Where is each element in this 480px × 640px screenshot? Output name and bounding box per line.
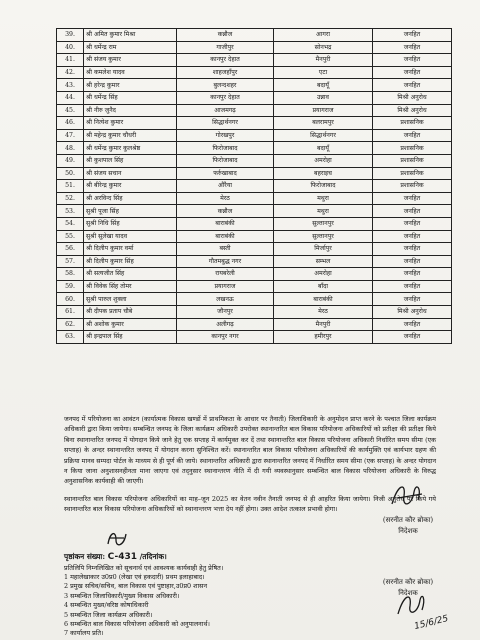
from-district-cell: जौनपुर [177, 306, 274, 319]
name-cell: श्री धर्मेन्द्र राम [84, 41, 177, 54]
handwritten-date: 15/6/25 [413, 613, 450, 633]
table-row [57, 154, 452, 167]
to-district-cell: मथुरा [274, 205, 373, 218]
to-district-cell: बाँदा [274, 280, 373, 293]
name-cell: श्री इन्द्रपाल सिंह [84, 331, 177, 344]
table-row [57, 66, 452, 79]
to-district-cell: मैनपुरी [274, 318, 373, 331]
to-district-cell: सोनभद्र [274, 41, 373, 54]
transfer-type-cell: प्रशासनिक [373, 117, 452, 130]
signature-2 [358, 577, 458, 599]
name-cell: श्री नित्येश कुमार [84, 117, 177, 130]
to-district-cell: मथुरा [274, 192, 373, 205]
recipient-item: 3 सम्बन्धित जिलाधिकारी/मुख्य विकास अधिकारी। [64, 591, 180, 600]
transfer-type-cell: जनहित [373, 293, 452, 306]
to-district-cell: प्रयागराज [274, 104, 373, 117]
to-district-cell: मिर्जापुर [274, 243, 373, 256]
serial-cell: 49. [57, 154, 84, 167]
to-district-cell: सम्भल [274, 255, 373, 268]
table-row [57, 205, 452, 218]
table-row [57, 255, 452, 268]
from-district-cell: अलीगढ़ [177, 318, 274, 331]
to-district-cell: मैनपुरी [274, 54, 373, 67]
table-row [57, 331, 452, 344]
instruction-paragraph: जनपद में परियोजना का आवंटन (कार्यात्मक विकास खण्डों में प्राथमिकता के आधार पर तैनाती) जिलाधिकारी के अनुमोदन प्राप्त करने के पश्चात जिला कार्यक्रम अधिकारी द्वारा किया जायेगा। सम्बन्धित जनपद के जिला कार्यक्रम अधिकारी उपरोक्त स्थानान्तरित बाल विकास परियोजना अधिकारियों को प्रतीक्षा की प्रतीक्षा किये बिना स्थानान्तरित जनपद में योगदान किये जाने हेतु एक सप्ताह में कार्यमुक्त कर दें तथा स्थानान्तरित बाल विकास परियोजना अधिकारी निर्धारित समय सीमा (एक सप्ताह) के अन्दर स्थानान्तरित जनपद में योगदान करना सुनिश्चित करें। स्थानान्तरित बाल विकास परियोजना अधिकारियों की कार्यमुक्ति एवं कार्यभार ग्रहण की प्रक्रिया मानव सम्पदा पोर्टल के माध्यम से ही पूर्ण की जाये। स्थानान्तरित अधिकारी द्वारा स्थानान्तरित जनपद में निर्धारित समय सीमा (एक सप्ताह) के अन्दर योगदान न किया जाना अनुशासनहीनता माना जाएगा एवं तद्नुसार स्थानान्तरण नीति में दी गयी व्यवस्थानुसार सम्बन्धित बाल विकास परियोजना अधिकारी के विरुद्ध अनुशासनिक कार्यवाही की जाएगी। [64, 415, 436, 486]
recipient-list [64, 573, 364, 639]
transfer-type-cell: जनहित [373, 192, 452, 205]
transfer-type-cell: जनहित [373, 318, 452, 331]
name-cell: श्री धर्मेन्द्र कुमार कुलश्रेष्ठ [84, 142, 177, 155]
table-row [57, 117, 452, 130]
transfer-type-cell: जनहित [373, 79, 452, 92]
from-district-cell: कानपुर देहात [177, 91, 274, 104]
to-district-cell: बलरामपुर [274, 117, 373, 130]
reference-label: पृष्ठांकन संख्या: [64, 552, 106, 561]
to-district-cell: अमरोहा [274, 154, 373, 167]
table-row [57, 54, 452, 67]
serial-cell: 62. [57, 318, 84, 331]
to-district-cell: आगरा [274, 29, 373, 42]
serial-cell: 41. [57, 54, 84, 67]
from-district-cell: गोरखपुर [177, 129, 274, 142]
from-district-cell: गाजीपुर [177, 41, 274, 54]
signatory-name-2: (सरनीत कौर ब्रोका) [382, 578, 434, 586]
table-row [57, 167, 452, 180]
table-row [57, 243, 452, 256]
transfer-type-cell: जनहित [373, 230, 452, 243]
serial-cell: 39. [57, 29, 84, 42]
name-cell: सुश्री सुलेखा यादव [84, 230, 177, 243]
from-district-cell: सिद्धार्थनगर [177, 117, 274, 130]
table-row [57, 318, 452, 331]
recipient-item: 6 सम्बन्धित बाल विकास परियोजना अधिकारी को अनुपालनार्थ। [64, 620, 210, 629]
table-row [57, 268, 452, 281]
recipient-item: 2 प्रमुख सचिव/सचिव, बाल विकास एवं पुष्टाहार,उ0प्र0 शासन [64, 582, 207, 591]
to-district-cell: एटा [274, 66, 373, 79]
transfer-type-cell: जनहित [373, 331, 452, 344]
table-row [57, 41, 452, 54]
reference-line [64, 552, 167, 562]
name-cell: श्री दीपक प्रताप चौबे [84, 306, 177, 319]
signatory-title-2: निदेशक [398, 589, 418, 597]
table-row [57, 293, 452, 306]
to-district-cell: बदायूँ [274, 79, 373, 92]
serial-cell: 42. [57, 66, 84, 79]
to-district-cell: अमरोहा [274, 268, 373, 281]
to-district-cell: मेरठ [274, 306, 373, 319]
from-district-cell: प्रयागराज [177, 280, 274, 293]
recipient-item: 4 सम्बन्धित मुख्य/वरिष्ठ कोषाधिकारी [64, 601, 149, 610]
serial-cell: 48. [57, 142, 84, 155]
name-cell: श्री सत्यजीत सिंह [84, 268, 177, 281]
transfer-type-cell: जनहित [373, 41, 452, 54]
from-district-cell: बाराबंकी [177, 217, 274, 230]
serial-cell: 54. [57, 217, 84, 230]
from-district-cell: बाराबंकी [177, 230, 274, 243]
to-district-cell: फिरोजाबाद [274, 180, 373, 193]
transfer-type-cell: जनहित [373, 129, 452, 142]
serial-cell: 56. [57, 243, 84, 256]
recipient-item: 1 महालेखाकार उ0प्र0 (लेखा एवं हकदारी) प्रथम इलाहाबाद। [64, 573, 205, 581]
name-cell: श्री अमित कुमार मिश्रा [84, 29, 177, 42]
transfer-type-cell: मिश्री अनुरोध [373, 91, 452, 104]
name-cell: श्री संजय कुमार [84, 54, 177, 67]
from-district-cell: मेरठ [177, 192, 274, 205]
transfer-type-cell: मिश्री अनुरोध [373, 104, 452, 117]
from-district-cell: फिरोजाबाद [177, 142, 274, 155]
transfer-type-cell: जनहित [373, 255, 452, 268]
to-district-cell: सुल्तानपुर [274, 217, 373, 230]
from-district-cell: कन्नौज [177, 29, 274, 42]
name-cell: सुश्री पूजा सिंह [84, 205, 177, 218]
serial-cell: 58. [57, 268, 84, 281]
transfer-type-cell: जनहित [373, 217, 452, 230]
table-row [57, 230, 452, 243]
from-district-cell: शाहजहाँपुर [177, 66, 274, 79]
transfer-type-cell: मिश्री अनुरोध [373, 306, 452, 319]
serial-cell: 43. [57, 79, 84, 92]
transfer-type-cell: जनहित [373, 243, 452, 256]
name-cell: श्री विवेक सिंह तोमर [84, 280, 177, 293]
table-row [57, 29, 452, 42]
from-district-cell: कानपुर नगर [177, 331, 274, 344]
recipient-item: 5 सम्बन्धित जिला कार्यक्रम अधिकारी। [64, 610, 153, 619]
name-cell: श्री अशोक कुमार [84, 318, 177, 331]
signature-1-scribble [388, 478, 428, 512]
from-district-cell: फर्रुखाबाद [177, 167, 274, 180]
serial-cell: 60. [57, 293, 84, 306]
from-district-cell: बस्ती [177, 243, 274, 256]
serial-cell: 45. [57, 104, 84, 117]
transfer-type-cell: जनहित [373, 268, 452, 281]
table-row [57, 180, 452, 193]
to-district-cell: उन्नाव [274, 91, 373, 104]
table-row [57, 104, 452, 117]
table-row [57, 306, 452, 319]
transfer-table [56, 28, 452, 344]
from-district-cell: कानपुर देहात [177, 54, 274, 67]
name-cell: श्री हरेन्द्र कुमार [84, 79, 177, 92]
from-district-cell: फिरोजाबाद [177, 154, 274, 167]
serial-cell: 51. [57, 180, 84, 193]
serial-cell: 46. [57, 117, 84, 130]
transfer-type-cell: प्रशासनिक [373, 142, 452, 155]
table-row [57, 129, 452, 142]
transfer-type-cell: प्रशासनिक [373, 180, 452, 193]
serial-cell: 47. [57, 129, 84, 142]
to-district-cell: सिद्धार्थनगर [274, 129, 373, 142]
name-cell: श्री दिलीप कुमार वर्मा [84, 243, 177, 256]
transfer-type-cell: प्रशासनिक [373, 154, 452, 167]
to-district-cell: हमीरपुर [274, 331, 373, 344]
serial-cell: 50. [57, 167, 84, 180]
transfer-type-cell: जनहित [373, 66, 452, 79]
copy-intro: प्रतिलिपि निम्नलिखित को सूचनार्थ एवं आवश्यक कार्यवाही हेतु प्रेषित। [64, 564, 224, 572]
serial-cell: 53. [57, 205, 84, 218]
table-row [57, 91, 452, 104]
from-district-cell: रायबरेली [177, 268, 274, 281]
from-district-cell: कन्नौज [177, 205, 274, 218]
from-district-cell: बुलन्दशहर [177, 79, 274, 92]
serial-cell: 57. [57, 255, 84, 268]
to-district-cell: बदायूँ [274, 142, 373, 155]
serial-cell: 59. [57, 280, 84, 293]
to-district-cell: बहराइच [274, 167, 373, 180]
name-cell: श्री बीरेन्द्र कुमार [84, 180, 177, 193]
serial-cell: 63. [57, 331, 84, 344]
serial-cell: 55. [57, 230, 84, 243]
to-district-cell: सुल्तानपुर [274, 230, 373, 243]
name-cell: श्री दिलीप कुमार सिंह [84, 255, 177, 268]
serial-cell: 40. [57, 41, 84, 54]
reference-suffix: /तदिनांक। [139, 552, 167, 561]
table-row [57, 79, 452, 92]
signature-1 [358, 515, 458, 537]
name-cell: सुश्री निधि सिंह [84, 217, 177, 230]
transfer-type-cell: जनहित [373, 280, 452, 293]
name-cell: श्री नीरु जुनैद [84, 104, 177, 117]
signatory-title-1: निदेशक [398, 527, 418, 535]
reference-number: C-431 [107, 552, 137, 562]
transfer-type-cell: जनहित [373, 54, 452, 67]
name-cell: श्री अरविन्द सिंह [84, 192, 177, 205]
from-district-cell: औरैया [177, 180, 274, 193]
name-cell: श्री कुशपाल सिंह [84, 154, 177, 167]
name-cell: श्री कमलेश यादव [84, 66, 177, 79]
name-cell: श्री संजय सचान [84, 167, 177, 180]
table-row [57, 142, 452, 155]
transfer-type-cell: जनहित [373, 205, 452, 218]
salary-paragraph: स्थानान्तरित बाल विकास परियोजना अधिकारियों का माह–जून 2025 का वेतन नवीन तैनाती जनपद से ही आहरित किया जायेगा। निजी अनुरोध पर किये गये स्थानान्तरित बाल विकास परियोजना अधिकारियों को स्थानान्तरण भत्ता देय नहीं होगा। उक्त आदेश तत्काल प्रभावी होगा। [64, 495, 436, 514]
initial-scribble [104, 528, 130, 550]
transfer-type-cell: जनहित [373, 29, 452, 42]
to-district-cell: बाराबंकी [274, 293, 373, 306]
serial-cell: 61. [57, 306, 84, 319]
from-district-cell: गौतमबुद्ध नगर [177, 255, 274, 268]
recipient-item: 7 कार्यालय प्रति। [64, 629, 104, 638]
name-cell: श्री महेन्द्र कुमार चौधरी [84, 129, 177, 142]
signatory-name-1: (सरनीत कौर ब्रोका) [382, 516, 434, 524]
transfer-type-cell: प्रशासनिक [373, 167, 452, 180]
from-district-cell: आजमगढ़ [177, 104, 274, 117]
table-row [57, 192, 452, 205]
table-row [57, 280, 452, 293]
name-cell: श्री धर्मेन्द्र सिंह [84, 91, 177, 104]
from-district-cell: लखनऊ [177, 293, 274, 306]
transfer-table-body [57, 29, 452, 344]
name-cell: सुश्री पारुल शुक्ला [84, 293, 177, 306]
serial-cell: 52. [57, 192, 84, 205]
serial-cell: 44. [57, 91, 84, 104]
table-row [57, 217, 452, 230]
